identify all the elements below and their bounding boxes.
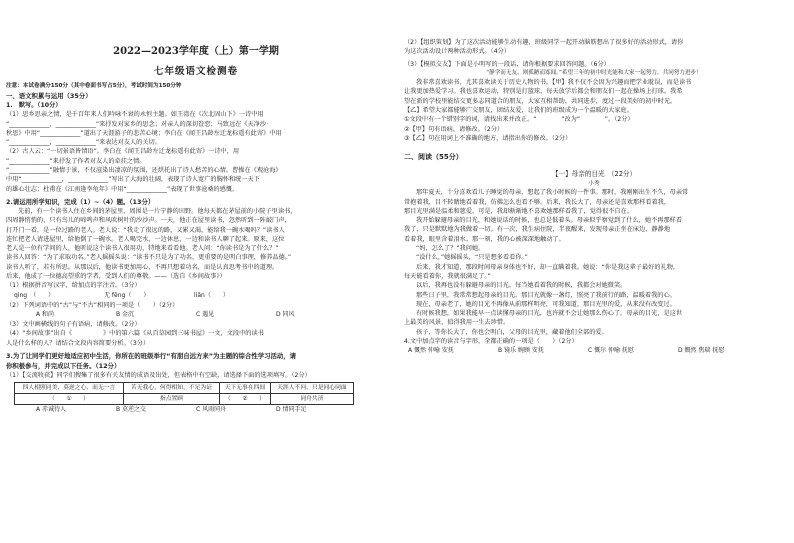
- q1-line: （2）古人云：“一切景语皆情语”。李白在《闻王昌龄左迁龙标遥有此寄》一诗中，用: [6, 148, 240, 156]
- passage-title: 【一】母亲的目光 （22分）: [551, 170, 637, 179]
- q2-sub4b: 人是什么样的人？请结合文段内容简要分析。（3分）: [6, 339, 150, 347]
- q1-heading: 1. 默写。（10分）: [6, 102, 62, 109]
- q1-line: （1）思乡思亲之情，是千百年来人们吟咏不衰的永恒主题。如王湾在《次北固山下》一诗中用: [6, 111, 264, 119]
- q2-passage-line: 后来，他成了一位德高望重的学者，受到人们的尊敬。——（选自《乡间故事》）: [6, 273, 226, 281]
- option-c: C 遇见: [196, 310, 215, 318]
- table-cell: 天涯人不问，只是同心同面: [270, 383, 353, 394]
- section-2-heading: 二、阅读（55分）: [404, 153, 463, 162]
- table-cell: 苦无我心，何得相知，不足为证: [123, 383, 219, 394]
- table-row: [15, 394, 354, 405]
- paragraph-line: 让我更加热爱学习。我也喜欢运动，特别是打篮球，每天放学后都会和朋友们一起在操场上打球。我希: [404, 88, 683, 96]
- q2-options: [36, 310, 386, 320]
- option-d: D 同风: [276, 310, 295, 318]
- q3-sub2-cont: 为这次活动设计两种活动形式。（4分）: [404, 48, 511, 56]
- q3-heading-cont: 你积极参与，并完成以下任务。（12分）: [6, 361, 121, 370]
- q1-line: 中用“_____________，_____________”写出了大海的壮阔，表现了诗人宽广的胸怀和统一天下: [6, 176, 260, 184]
- option-c: C 慨尔 仲喻 抚慰: [588, 347, 634, 355]
- option-d: D 慨然 焦瑞 抚慰: [678, 347, 725, 355]
- q3-options: [36, 405, 386, 415]
- story-line: 有时候我想，如果我能早一点读懂母亲的目光，也许就不会让她那么伤心了。母亲的目光，是这世: [416, 310, 683, 318]
- q3-sub3-q2: ②【甲】句有语病，请修改。（2分）: [404, 125, 504, 133]
- story-line: 现在，母亲老了，她的目光不再像从前那样明亮，可我知道，那目光里的爱，从来没有改变过。: [416, 300, 676, 308]
- story-line: 那目光里满是温柔和慈爱。可是，我却渐渐地不喜欢她那样看我了，觉得很不自在。: [404, 207, 633, 215]
- q2-sub2: （2）下列词语中的“古”与“不古”相同的一项是（ ）（2分）: [6, 301, 179, 309]
- q2-passage-line: 连忙把老人请进屋里，给他倒了一碗水。老人喝完水，一边休息，一边和读书人聊了起来。原来，这位: [6, 235, 285, 243]
- option-d: D 情同手足: [276, 406, 307, 414]
- q1-line: “_____________”融情于景，不仅渲染出凄凉的氛围，还烘托出了诗人愁苦的心情。曹操在《观沧海》: [6, 167, 282, 175]
- table-cell: 指点置顾: [123, 394, 219, 405]
- q2-sub3: （3）文中画横线的句子有语病，请修改。（2分）: [6, 320, 141, 328]
- q1-line: 的雄心壮志；杜甫在《江南逢李龟年》中用“_____________”表现了世事沧桑的感慨。: [6, 185, 239, 193]
- q3-sub1: （1）【交流收获】同学们搜集了很多有关友情的成语及出处，但表格中有空缺，请选择下面的选项填写。（2分）: [6, 371, 311, 379]
- option-c: C 风雨同舟: [196, 406, 227, 414]
- q2-sub4: （4）“乡间故事”出自《 》中的第六篇《从百草园到三味书屋》一文，文段中的读书: [6, 330, 264, 338]
- q2-passage-line: 读书人听了，若有所思。从那以后，他读书更加用心，不再只想着功名，而是认真思考书中的道理。: [6, 263, 279, 271]
- q2-passage-line: 打开门一看，是一位过路的老人。老人说：“我走了很远的路，又累又渴，能给我一碗水喝吗？”读书人: [6, 226, 285, 234]
- pinyin-item: qìng （ ）: [14, 291, 55, 299]
- q2-sub1: （1）根据拼音写汉字，给加点的字注音。（3分）: [6, 282, 141, 290]
- option-b: B 金沉: [116, 310, 135, 318]
- table-cell: （ ② ）: [220, 394, 271, 405]
- story-line: 我开始躲避母亲的目光，和她说话的时候，也总是低着头。母亲似乎察觉到了什么，她不再那样看: [416, 217, 683, 225]
- q3-heading: 3.为了让同学们更好地适应初中生活，你所在的班级举行“有朋自远方来”为主题的综合性学习活动，请: [6, 351, 297, 360]
- right-column: [404, 0, 784, 543]
- q4-options: [408, 346, 784, 356]
- table-cell: 同舟共济: [270, 394, 353, 405]
- q3-sub3-q1: ①文段中有一个错别字的词，请找出来并改正。“ ”改为“ ”。（2分）: [404, 116, 634, 124]
- q1-line: “_____________，_____________”来表达对友人的关切。: [6, 139, 161, 147]
- q2-passage-line: 读书人回答：“为了求取功名。”老人摇摇头说：“读书不只是为了功名，更重要的是明白事理，修养品德。”: [6, 254, 292, 262]
- pinyin-item: 无 fēng（ ）: [104, 291, 150, 299]
- table-cell: 天下无事在四间: [220, 383, 271, 394]
- story-line: 后来，我才知道，那段时间母亲身体也不好，却一直瞒着我。她说：“你是我这辈子最好的礼物，: [416, 263, 680, 271]
- q1-line: “_____________，_____________”来抒发对家乡的思念；对亲人的深切眷恋；马致远在《天净沙·: [6, 120, 269, 128]
- option-b: B 莫逆之交: [116, 406, 147, 414]
- left-column: [6, 0, 386, 543]
- story-line: 常抱着我，目不转睛地看着我，仿佛怎么也看不够。后来，我长大了，母亲还是喜欢那样看着我，: [404, 198, 671, 206]
- table-row: [15, 383, 354, 394]
- option-a: A 和尚: [36, 310, 55, 318]
- q2-passage-line: 先前，有一个读书人住在乡间的茅屋里，周围是一片宁静的田野。他每天都在茅屋前的小院子里读书，: [18, 207, 297, 215]
- exam-subtitle: 七年级语文检测卷: [153, 66, 238, 77]
- q3-sub2: （2）【组织策划】为了这次活动能够生动有趣，班级同学一起开动脑筋想出了很多好的活动形式，请你: [404, 39, 684, 46]
- q4-heading: 4.文中加点字的读音与字形，全都正确的一项是（ ）（2分）: [404, 338, 578, 346]
- option-a: A 慨然 仲喻 安抚: [408, 347, 454, 355]
- quote-line: “静学而无友，则孤陋而寡闻。”希望三年的初中时光能和大家一起努力，共同努力进步！: [486, 69, 702, 76]
- story-line: 以后，我再也没有躲避母亲的目光。每当她看着我的时候，我都会对她微笑。: [416, 282, 627, 290]
- story-line: 那些日子里，我常常想起母亲的目光。那目光就像一盏灯，照亮了我前行的路，温暖着我的心。: [416, 291, 676, 299]
- option-b: B 镜乐 婉顾 安抚: [498, 347, 544, 355]
- pinyin-item: liǎn（ ）: [194, 291, 229, 299]
- q3-sub3-q3: ③【乙】句在用词上不准确的地方，请指出你的修改。（2分）: [404, 134, 572, 142]
- q1-line: “_____________”来抒发了作者对友人的牵挂之情。: [6, 157, 146, 165]
- paragraph-line: 【乙】希望大家都能够广交朋友，团结友爱，让我们的班级成为一个温暖的大家庭。: [404, 107, 633, 115]
- story-line: 看着我，眼里含着泪水。那一刻，我的心被深深地触动了。: [404, 235, 565, 243]
- idiom-table: [14, 382, 354, 405]
- table-cell: （ ① ）: [15, 394, 124, 405]
- passage-author: 小秀: [588, 181, 600, 188]
- story-line: 我了，只是默默地为我做着一切。有一次，我生病住院，半夜醒来，发现母亲正坐在床边，静静地: [404, 226, 671, 234]
- story-line: “没什么，”她摇摇头，“只是想多看看你。”: [416, 254, 528, 262]
- q2-passage-line: 老人是一位有学问的人，他听说这个读书人很用功，特地来看看他。老人问：“你读书是为了什么？”: [6, 245, 279, 253]
- story-line: 上最美的风景，值得我用一生去珍惜。: [404, 319, 510, 327]
- exam-note: 注意：本试卷满分150分（其中卷面书写占5分），考试时间为150分钟: [6, 83, 182, 89]
- table-cell: 四人相照同美，莫逆之心，而无一言: [15, 383, 124, 394]
- exam-title: 2022—2023学年度（上）第一学期: [113, 46, 279, 57]
- paragraph-line: 我非常喜欢读书，尤其喜欢读关于历史人物的书。【甲】我不仅不会因为兴趣而把学业耽误，而是读书: [416, 79, 692, 87]
- q1-line: 秋思》中用“_____________”道出了天涯游子的悲苦心境；李白在《闻王昌龄左迁龙标遥有此寄》中用: [6, 129, 282, 137]
- q2-heading: 2.请运用所学知识，完成（1）~（4）题。（13分）: [6, 197, 155, 206]
- option-a: A 赤诚待人: [36, 406, 67, 414]
- story-line: 那年夏天，十分喜欢看儿子睡觉的母亲，想起了我小时候的一件事。那时，我刚刚出生不久，母亲常: [416, 189, 689, 197]
- story-line: 孩子，等你长大了，你也会明白，父母的目光里，藏着他们全部的爱。: [416, 328, 608, 336]
- story-line: “妈，怎么了？”我问她。: [416, 245, 485, 253]
- q2-passage-line: 四周静悄悄的，只有鸟儿的啼鸣声和风吹树叶的沙沙声。一天，他正在屋里读书，忽然听到一阵敲门声，: [6, 217, 291, 225]
- section-1-heading: 一、语文积累与运用（35分）: [6, 92, 92, 100]
- q3-sub3: （3）【模拟交友】下面是小明写的一段话，请你根据要求回答问题。（6分）: [404, 60, 610, 68]
- story-line: 每天能看着你，我就很满足了。”: [404, 272, 491, 280]
- pinyin-row: [14, 291, 386, 301]
- paragraph-line: 望在新的学校里能结交更多志同道合的朋友，大家互相帮助，共同进步，度过一段美好的初中时光。: [404, 97, 677, 105]
